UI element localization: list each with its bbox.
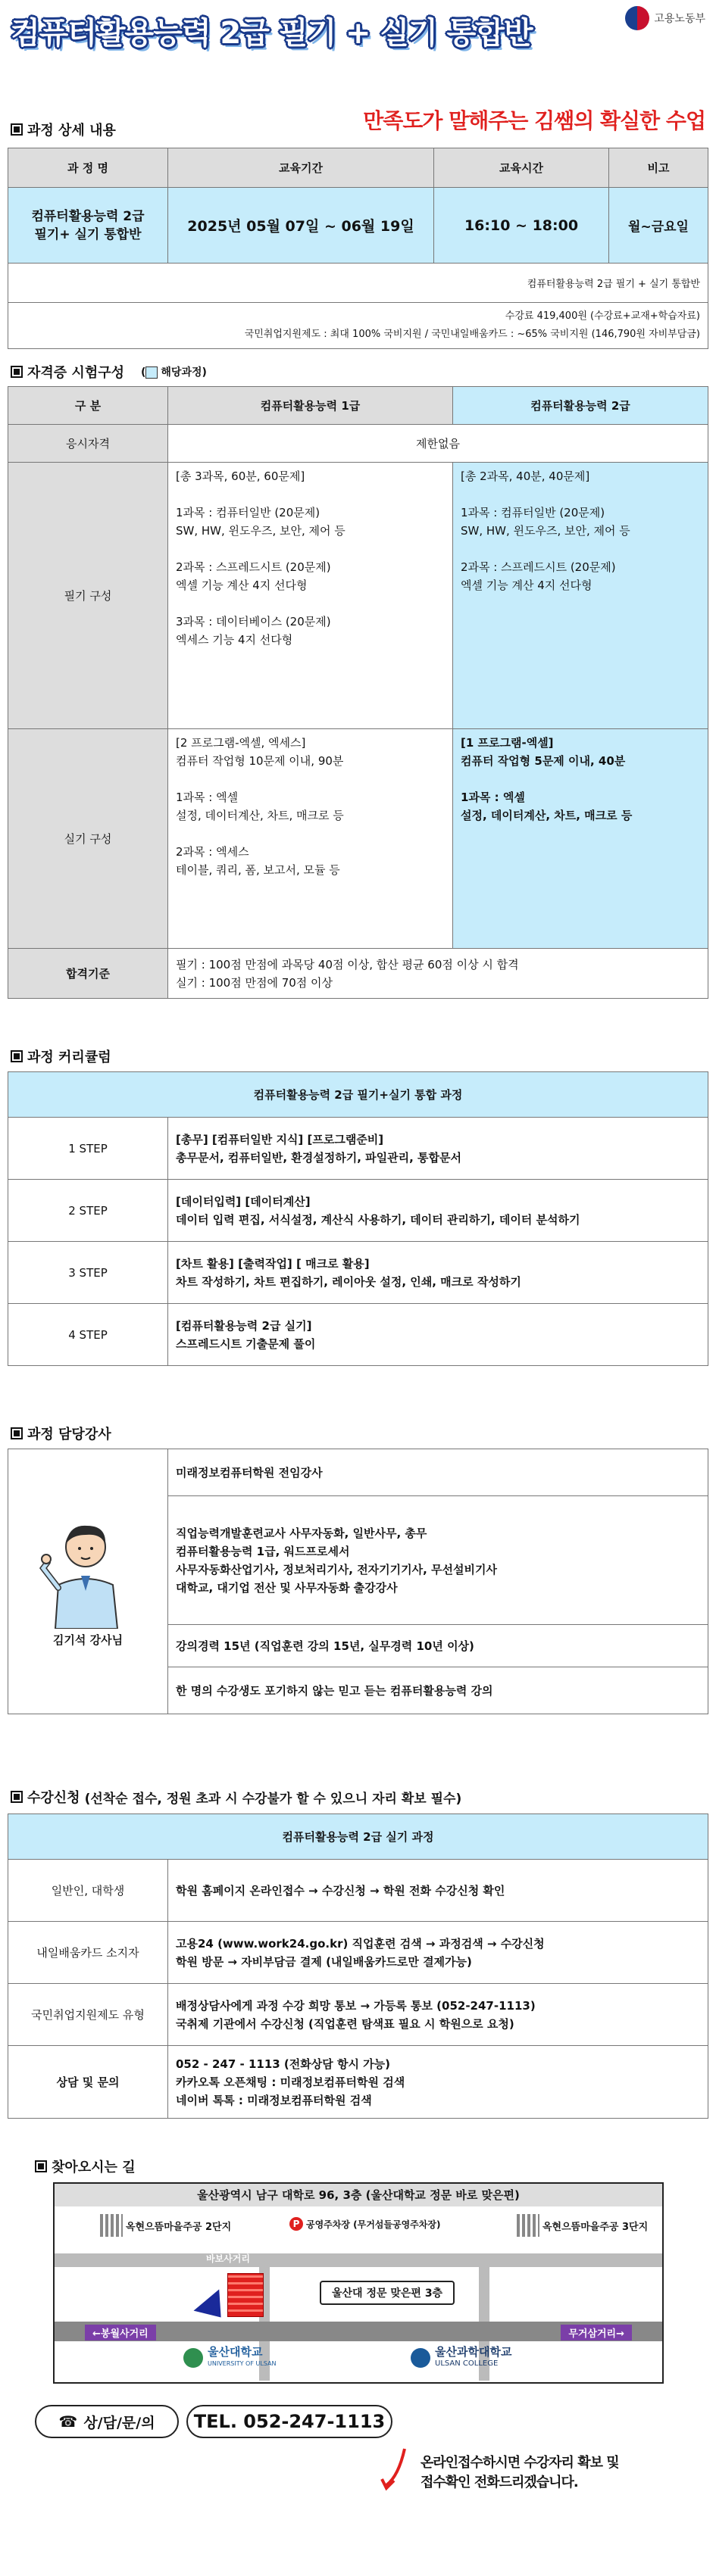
apt-left: 옥현으뜸마을주공 2단지 [100,2214,231,2237]
step-content: [데이터입력] [데이터계산] 데이터 입력 편집, 서식설정, 계산식 사용하기, 데이터 관리하기, 데이터 분석하기 [168,1180,708,1242]
legend-swatch [145,366,158,379]
square-bullet-icon [11,366,23,378]
enroll-content: 배정상담사에게 과정 수강 희망 통보 → 가등록 통보 (052-247-1113) 국취제 기관에서 수강신청 (직업훈련 탐색표 필요 시 학원으로 요청) [168,1984,708,2046]
exam-table [8,386,708,999]
col-period: 교육기간 [168,148,434,188]
step-content: [총무] [컴퓨터일반 지식] [프로그램준비] 총무문서, 컴퓨터일반, 환경설정하기, 파일관리, 통합문서 [168,1118,708,1180]
curriculum-header: 컴퓨터활용능력 2급 필기+실기 통합 과정 [8,1072,708,1118]
col-time: 교육시간 [434,148,609,188]
square-bullet-icon [11,1791,23,1803]
course-period: 2025년 05월 07일 ~ 06월 19일 [168,188,434,264]
step-content: [차트 활용] [출력작업] [ 매크로 활용] 차트 작성하기, 차트 편집하기, 레이아웃 설정, 인쇄, 매크로 작성하기 [168,1242,708,1304]
instructor-name: 김기석 강사님 [52,1633,124,1647]
enroll-content: 고용24 (www.work24.go.kr) 직업훈련 검색 → 과정검색 → 수강신청 학원 방문 → 자비부담금 결제 (내일배움카드로만 결제가능) [168,1922,708,1984]
directions-title: 찾아오시는 길 [35,2157,136,2176]
enroll-content: 052 - 247 - 1113 (전화상담 항시 가능) 카카오톡 오픈채팅 : 미래정보컴퓨터학원 검색 네이버 톡톡 : 미래정보컴퓨터학원 검색 [168,2046,708,2119]
fee-text: 수강료 419,400원 (수강료+교재+학습자료) [505,310,700,322]
contact-button[interactable]: ☎ 상/담/문/의 [35,2405,179,2438]
square-bullet-icon [11,1050,23,1062]
location-map [53,2182,664,2384]
logo-text: 고용노동부 [654,13,705,25]
col-level2: 컴퓨터활용능력 2급 [453,387,708,425]
practical-level1: [2 프로그램-엑셀, 엑세스] 컴퓨터 작업형 10문제 이내, 90분 1과목 : 엑셀 설정, 데이터계산, 차트, 매크로 등 2과목 : 엑세스 테이블, 쿼리, 폼, 보고서, 모듈 등 [168,729,453,949]
ministry-logo [625,6,705,30]
col-category: 구 분 [8,387,168,425]
enroll-label: 국민취업지원제도 유형 [8,1984,168,2046]
university-emblem-icon [183,2348,203,2368]
instructor-qualifications: 직업능력개발훈련교사 사무자동화, 일반사무, 총무 컴퓨터활용능력 1급, 워드프로세서 사무자동화산업기사, 정보처리기사, 전자기기기사, 무선설비기사 대학교, 대기업 전산 및 사무자동화 출강강사 [168,1496,708,1625]
course-detail-table [8,148,708,349]
square-bullet-icon [35,2160,47,2172]
written-level2: [총 2과목, 40분, 40문제] 1과목 : 컴퓨터일반 (20문제) SW, HW, 윈도우즈, 보안, 제어 등 2과목 : 스프레드시트 (20문제) 엑셀 기능 계산 4지 선다형 [453,463,708,729]
row-label: 필기 구성 [8,463,168,729]
enrollment-note: (선착순 접수, 정원 초과 시 수강불가 할 수 있으니 자리 확보 필수) [84,1791,462,1807]
parking: P 공영주차장 (무거섬들공영주차장) [289,2217,440,2231]
building-icon [517,2214,539,2237]
academy-building-icon [227,2273,264,2317]
exam-title: 자격증 시험구성 ( 해당과정) [11,362,207,382]
enroll-label: 내일배움카드 소지자 [8,1922,168,1984]
instructor-info: 미래정보컴퓨터학원 전임강사 [168,1449,708,1496]
enroll-label: 상담 및 문의 [8,2046,168,2119]
course-name: 컴퓨터활용능력 2급 필기+ 실기 통합반 [8,188,168,264]
phone-icon: ☎ [58,2412,78,2431]
step-label: 2 STEP [8,1180,168,1242]
enroll-label: 일반인, 대학생 [8,1860,168,1922]
enrollment-table [8,1813,708,2119]
row-label: 실기 구성 [8,729,168,949]
road-label: 바보사거리 [206,2253,250,2264]
left-road-sign: ←봉월사거리 [85,2325,156,2341]
parking-pin-icon: P [289,2217,303,2231]
curriculum-table [8,1071,708,1366]
course-days: 월~금요일 [609,188,708,264]
page-title: 컴퓨터활용능력 2급 필기 + 실기 통합반 [11,16,533,51]
ulsan-college: 울산과학대학교 ULSAN COLLEGE [411,2346,511,2370]
instructor-table [8,1449,708,1714]
right-road-sign: 무거삼거리→ [561,2325,632,2341]
eligibility: 제한없음 [168,425,708,463]
course-subtitle: 컴퓨터활용능력 2급 필기 + 실기 통합반 [8,264,708,303]
enrollment-title: 수강신청 (선착순 접수, 정원 초과 시 수강불가 할 수 있으니 자리 확보 필수) [11,1787,461,1807]
course-fee [8,303,708,349]
slogan: 만족도가 말해주는 김쌤의 확실한 수업 [363,108,705,133]
curriculum-title: 과정 커리큘럼 [11,1046,111,1066]
step-label: 1 STEP [8,1118,168,1180]
enrollment-header: 컴퓨터활용능력 2급 실기 과정 [8,1814,708,1860]
col-note: 비고 [609,148,708,188]
instructor-motto: 한 명의 수강생도 포기하지 않는 믿고 듣는 컴퓨터활용능력 강의 [168,1667,708,1714]
step-label: 4 STEP [8,1304,168,1366]
apt-right: 옥현으뜸마을주공 3단지 [517,2214,648,2237]
col-level1: 컴퓨터활용능력 1급 [168,387,453,425]
row-label: 합격기준 [8,949,168,999]
contact-note: 온라인접수하시면 수강자리 확보 및 접수확인 전화드리겠습니다. [421,2455,619,2490]
top-road [55,2253,662,2267]
col-course: 과 정 명 [8,148,168,188]
step-content: [컴퓨터활용능력 2급 실기] 스프레드시트 기출문제 풀이 [168,1304,708,1366]
ulsan-university: 울산대학교 UNIVERSITY OF ULSAN [183,2346,276,2370]
step-label: 3 STEP [8,1242,168,1304]
instructor-illustration [39,1515,137,1629]
course-time: 16:10 ~ 18:00 [434,188,609,264]
phone-number[interactable]: TEL. 052-247-1113 [186,2405,392,2438]
college-emblem-icon [411,2348,430,2368]
korea-emblem-icon [625,6,649,30]
legend: ( 해당과정) [140,366,207,379]
practical-level2: [1 프로그램-엑셀] 컴퓨터 작업형 5문제 이내, 40분 1과목 : 엑셀 설정, 데이터계산, 차트, 매크로 등 [453,729,708,949]
enroll-content: 학원 홈페이지 온라인접수 → 수강신청 → 학원 전화 수강신청 확인 [168,1860,708,1922]
square-bullet-icon [11,123,23,136]
instructor-cell [8,1449,168,1714]
instructor-title: 과정 담당강사 [11,1424,111,1443]
building-icon [100,2214,123,2237]
map-address: 울산광역시 남구 대학로 96, 3층 (울산대학교 정문 바로 맞은편) [55,2184,662,2206]
pass-criteria: 필기 : 100점 만점에 과목당 40점 이상, 합산 평균 60점 이상 시 합격 실기 : 100점 만점에 70점 이상 [168,949,708,999]
support-text: 국민취업지원제도 : 최대 100% 국비지원 / 국민내일배움카드 : ~65% 국비지원 (146,790원 자비부담금) [244,329,700,340]
square-bullet-icon [11,1427,23,1439]
arrow-icon [379,2446,409,2491]
written-level1: [총 3과목, 60분, 60문제] 1과목 : 컴퓨터일반 (20문제) SW, HW, 윈도우즈, 보안, 제어 등 2과목 : 스프레드시트 (20문제) 엑셀 기능 계산 4지 선다형 3과목 : 데이터베이스 (20문제) 엑세스 기능 4지 선다형 [168,463,453,729]
row-label: 응시자격 [8,425,168,463]
instructor-career: 강의경력 15년 (직업훈련 강의 15년, 실무경력 10년 이상) [168,1625,708,1667]
course-detail-title: 과정 상세 내용 [11,120,116,139]
map-callout: 울산대 정문 맞은편 3층 [320,2281,455,2305]
